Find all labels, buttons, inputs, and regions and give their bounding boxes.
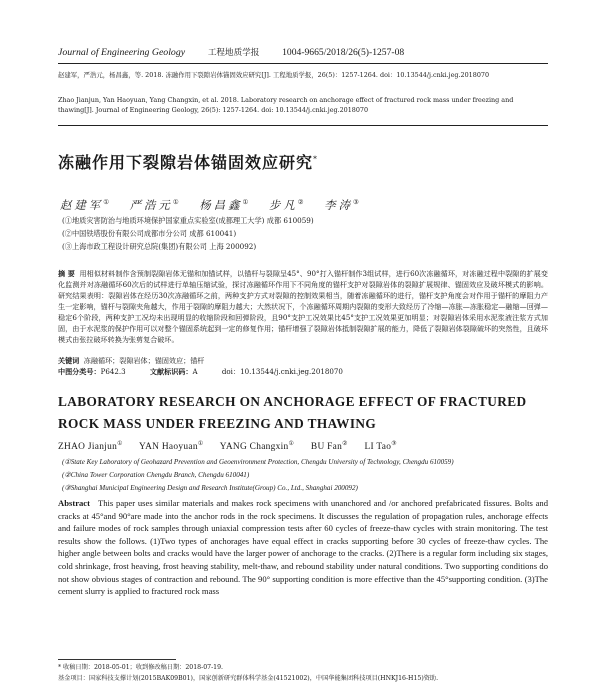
footnote-received: * 收稿日期：2018-05-01；收到修改稿日期：2018-07-19. <box>58 664 224 671</box>
keywords-cn-label: 关键词 <box>58 356 80 365</box>
author-list-cn <box>60 197 550 213</box>
journal-name-cn: 工程地质学报 <box>207 48 260 58</box>
issue-id: 1004-9665/2018/26(5)-1257-08 <box>282 47 405 58</box>
author-cn: 李涛③ <box>324 198 359 212</box>
abstract-en-label: Abstract <box>58 498 90 508</box>
author-cn: 严浩元① <box>129 198 179 212</box>
affiliation-cn: (②中国铁塔股份有限公司成都市分公司 成都 610041) <box>62 229 237 238</box>
author-cn: 杨昌鑫① <box>199 198 249 212</box>
journal-name-en: Journal of Engineering Geology <box>58 47 186 58</box>
article-title-en: LABORATORY RESEARCH ON ANCHORAGE EFFECT OF FRACTURED ROCK MASS UNDER FREEZING AND THAWING <box>58 394 527 431</box>
document-code: A <box>192 367 198 376</box>
affiliation-en: (②China Tower Corporation Chengdu Branch, Chengdu 610041) <box>62 471 250 479</box>
abstract-en <box>58 497 548 598</box>
footnotes <box>58 663 548 684</box>
author-en: ZHAO Jianjun① <box>58 441 123 453</box>
affiliations-cn <box>62 214 542 253</box>
author-list-en <box>58 440 548 452</box>
footnote-rule <box>58 659 176 660</box>
title-cn-text: 冻融作用下裂隙岩体锚固效应研究 <box>58 153 314 172</box>
citation-en: Zhao Jianjun, Yan Haoyuan, Yang Changxin, et al. 2018. Laboratory research on anchorage effect of fractured rock mass under freezing and thawing[J]. Journal of Engineering Geology, 26(5): 1257-1264. doi: 10.13544/j.cnki.jeg.2018070 <box>58 96 514 115</box>
doi: 10.13544/j.cnki.jeg.2018070 <box>240 367 343 376</box>
author-cn: 赵建军① <box>60 198 110 212</box>
affiliation-en: (①State Key Laboratory of Geohazard Prevention and Geoenvironment Protection, Chengdu University of Technology, Chengdu 610059) <box>62 458 454 466</box>
journal-header <box>58 46 548 62</box>
clc-number: P642.3 <box>100 367 126 376</box>
affiliation-cn: (③上海市政工程设计研究总院(集团)有限公司 上海 200092) <box>62 242 257 251</box>
author-en: LI Tao③ <box>364 441 397 453</box>
classification-line: 中图分类号：P642.3 文献标识码：A doi：10.13544/j.cnki.jeg.2018070 <box>58 367 343 376</box>
citation-cn: 赵建军，严浩元，杨昌鑫，等. 2018. 冻融作用下裂隙岩体锚固效应研究[J]. 工程地质学报，26(5)：1257-1264. doi：10.13544/j.cnki.jeg.2018070 <box>58 71 490 79</box>
abstract-cn <box>58 268 548 345</box>
affiliation-cn: (①地质灾害防治与地质环境保护国家重点实验室(成都理工大学) 成都 610059) <box>62 216 314 225</box>
citation-block-en <box>58 95 548 116</box>
affiliations-en <box>62 456 548 495</box>
header-rule <box>58 63 548 64</box>
keywords-cn-text: 冻融循环；裂隙岩体；锚固效应；锚杆 <box>83 356 205 365</box>
affiliation-en: (③Shanghai Municipal Engineering Design and Research Institute(Group) Co., Ltd., Shanghai 200092) <box>62 484 358 492</box>
article-title-cn <box>58 150 548 173</box>
citation-block <box>58 70 548 80</box>
citation-rule <box>58 125 548 126</box>
author-en: YAN Haoyuan① <box>139 441 204 453</box>
author-en: BU Fan② <box>310 441 348 453</box>
keywords-cn <box>58 355 548 366</box>
author-en: YANG Changxin① <box>219 441 295 453</box>
title-footnote-mark: * <box>313 154 319 164</box>
abstract-en-text: This paper uses similar materials and makes rock specimens with unanchored and /or anchored prefabricated fissures. Bolts and cracks at 45°and 90°are made into the anchor rods in the rock specimens. It discusses the regulation of propagation rules, anchorage effects and failure modes of rock samples through uniaxial compression tests after 60 cycles of freeze-thaw cycles with strain monitoring. The test results show the follows. (1)Two types of anchorages have equal effect in cracks supporting before 30 cycles of freeze-thaw cycles. The higher angle between bolts and cracks would have the larger power of anchorage to the cracks. (2)There is a regular form including six stages, cold shrinkage, frost heaving, frost heaving stability, melt-thaw, and rebound stability under natural conditions. Two supporting conditions do not show obvious stages of contraction and rebound. The 90° supporting condition is more effective than the 45°supporting condition. (3)The cement slurry is applied to fractured rock mass <box>58 498 548 597</box>
footnote-funding: 基金项目：国家科技支撑计划(2015BAK09B01)，国家创新研究群体科学基金(41521002)，中国华能集团科技项目(HNKJ16-H15)资助. <box>58 674 439 682</box>
author-cn: 步凡② <box>268 198 304 212</box>
abstract-cn-label: 摘 要 <box>58 269 75 278</box>
abstract-cn-text: 用相似材料制作含预制裂隙岩体无锚和加锚试样，以锚杆与裂隙呈45°、90°打入锚杆制作3组试样，进行60次冻融循环，对冻融过程中裂隙的扩展变化监测并对冻融循环60次后的试样进行单轴压缩试验，探讨冻融循环作用下不同角度的锚杆支护对裂隙岩体的裂隙扩展规律、锚固效应及破坏模式的影响。研究结果表明：裂隙岩体在经历30次冻融循环之前，两种支护方式对裂隙的控制效果相当，随着冻融循环的进行，锚杆支护角度会对作用于锚杆的摩阻力产生一定影响，锚杆与裂隙夹角越大，作用于裂隙的摩阻力越大；大然状况下，个冻融循环周期内裂隙的变形大致经历了冷缩—冻胀—冻胀稳定—融缩—回弹—稳定6个阶段，两种支护工况均未出现明显的收缩阶段和回弹阶段，且90°支护工况效果比45°支护工况效果更加明显；对裂隙岩体采用水泥浆液注浆方式加固，由于水泥浆的保护作用可以对整个锚固系统起到一定的修复作用；锚杆增强了裂隙岩体抵制裂隙扩展的能力，降低了裂隙岩体裂隙破坏的突然性，且破坏模式由张拉破坏转换为张剪复合破坏。 <box>58 269 548 344</box>
